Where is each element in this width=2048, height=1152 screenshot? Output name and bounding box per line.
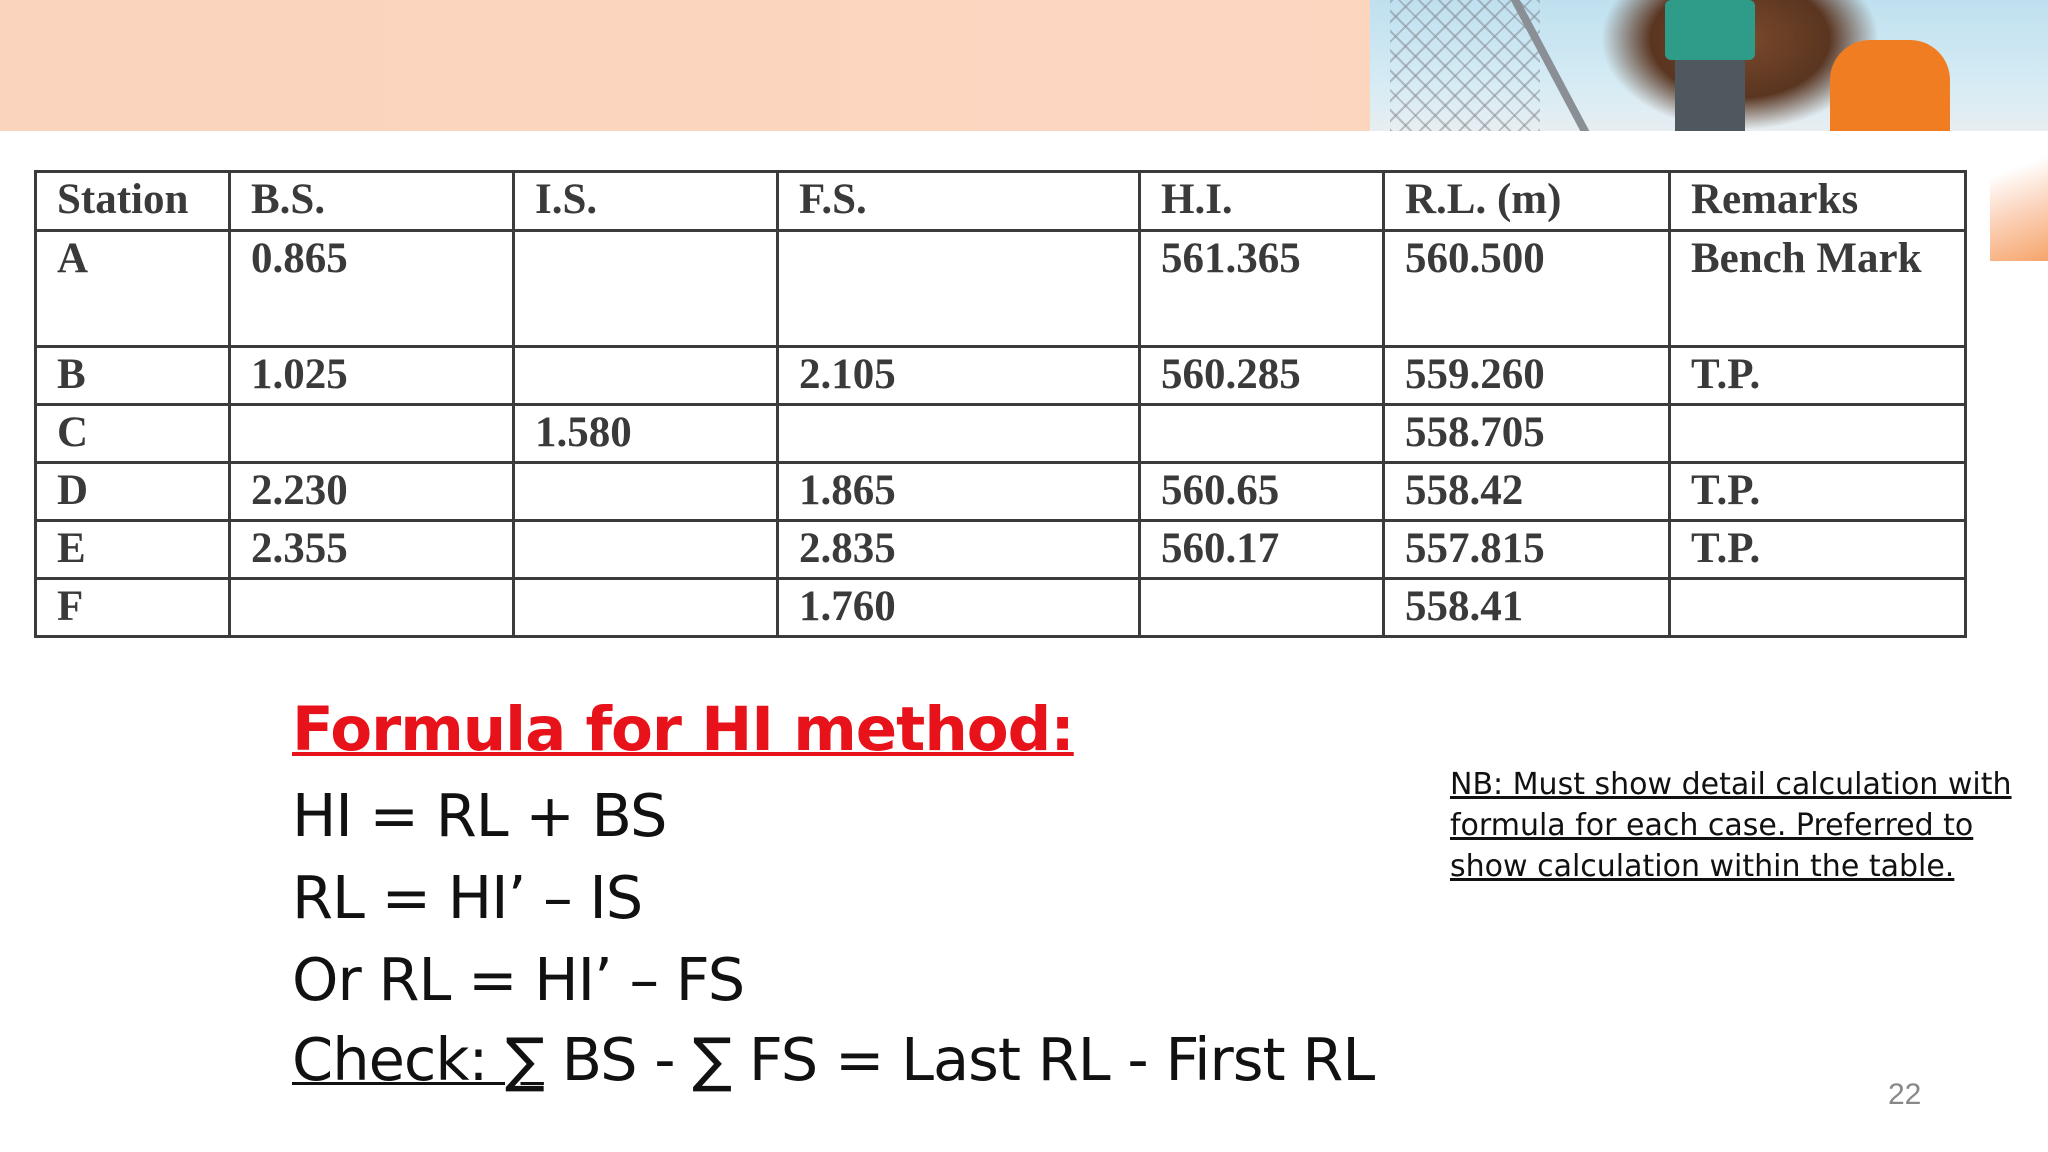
cell-station: C [36,405,230,463]
cell-rl: 559.260 [1384,347,1670,405]
corner-decoration [1990,131,2048,261]
page-number: 22 [1888,1078,1922,1111]
total-station-instrument [1665,0,1755,60]
cell-is [514,579,778,637]
header-remarks: Remarks [1670,172,1966,231]
header-rl: R.L. (m) [1384,172,1670,231]
cell-remarks: Bench Mark [1670,231,1966,347]
formula-heading: Formula for HI method: [292,694,1074,765]
check-equation: BS - ∑ FS = Last RL - First RL [543,1025,1375,1094]
cell-is [514,231,778,347]
surveyor-photo [1370,0,2048,131]
cell-hi: 560.285 [1140,347,1384,405]
instrument-base [1675,60,1745,131]
header-station: Station [36,172,230,231]
formula-line-rl-is: RL = HI’ – IS [292,863,643,932]
table-row [36,405,1966,463]
header-fs: F.S. [778,172,1140,231]
formula-line-rl-fs: Or RL = HI’ – FS [292,945,745,1014]
cell-rl: 558.705 [1384,405,1670,463]
cell-station: B [36,347,230,405]
cell-bs: 2.355 [230,521,514,579]
cell-fs: 1.760 [778,579,1140,637]
header-bs: B.S. [230,172,514,231]
cell-hi: 560.65 [1140,463,1384,521]
cell-station: A [36,231,230,347]
cell-hi [1140,405,1384,463]
cell-station: D [36,463,230,521]
check-label: Check: ∑ [292,1025,544,1094]
cell-fs: 2.105 [778,347,1140,405]
table-row [36,231,1966,347]
cell-is [514,347,778,405]
formula-line-hi: HI = RL + BS [292,781,667,850]
cell-fs: 1.865 [778,463,1140,521]
cell-rl: 558.41 [1384,579,1670,637]
note-text: NB: Must show detail calculation with formula for each case. Preferred to show calculation within the table. [1450,767,2012,884]
table-header-row [36,172,1966,231]
header-hi: H.I. [1140,172,1384,231]
header-is: I.S. [514,172,778,231]
cell-station: F [36,579,230,637]
cell-bs: 2.230 [230,463,514,521]
levelling-table [34,170,1967,638]
cell-rl: 557.815 [1384,521,1670,579]
cell-bs [230,579,514,637]
cell-rl: 560.500 [1384,231,1670,347]
table-row [36,579,1966,637]
cell-hi [1140,579,1384,637]
cell-remarks: T.P. [1670,347,1966,405]
formula-check-line [292,1025,1374,1094]
cell-is [514,463,778,521]
cell-fs: 2.835 [778,521,1140,579]
cell-hi: 561.365 [1140,231,1384,347]
safety-vest [1830,40,1950,131]
cell-rl: 558.42 [1384,463,1670,521]
table-row [36,463,1966,521]
cell-remarks [1670,579,1966,637]
cell-bs: 1.025 [230,347,514,405]
cell-is: 1.580 [514,405,778,463]
cell-is [514,521,778,579]
crane-lattice [1390,0,1540,131]
cell-bs [230,405,514,463]
cell-fs [778,405,1140,463]
cell-fs [778,231,1140,347]
cell-hi: 560.17 [1140,521,1384,579]
cell-bs: 0.865 [230,231,514,347]
cell-station: E [36,521,230,579]
table-row [36,347,1966,405]
cell-remarks [1670,405,1966,463]
cell-remarks: T.P. [1670,521,1966,579]
cell-remarks: T.P. [1670,463,1966,521]
table-row [36,521,1966,579]
